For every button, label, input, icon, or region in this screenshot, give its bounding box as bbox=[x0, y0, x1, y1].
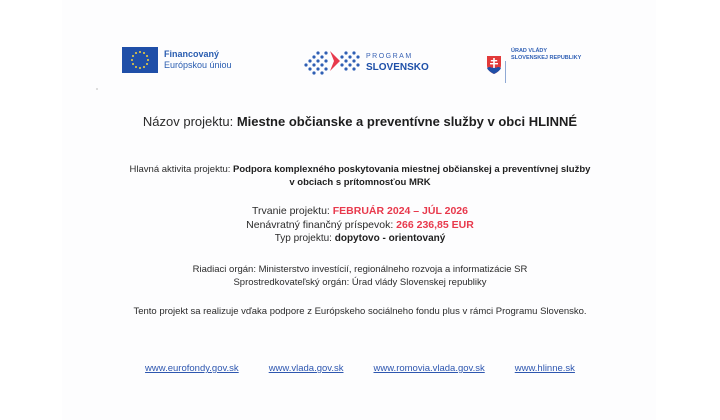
intermediate-body: Sprostredkovateľský orgán: Úrad vlády Slovenskej republiky bbox=[233, 277, 487, 288]
main-activity-label: Hlavná aktivita projektu: bbox=[129, 164, 231, 175]
link-vlada[interactable]: www.vlada.gov.sk bbox=[268, 363, 344, 374]
main-activity-continued bbox=[0, 177, 720, 188]
eu-logo bbox=[122, 47, 232, 73]
eu-logo-line1: Financovaný bbox=[164, 49, 220, 59]
urad-logo-line1: ÚRAD VLÁDY bbox=[511, 48, 548, 54]
project-name-label: Názov projektu: bbox=[142, 114, 234, 129]
eu-flag-icon bbox=[122, 47, 158, 73]
link-romovia[interactable]: www.romovia.vlada.gov.sk bbox=[373, 363, 485, 374]
grant-amount bbox=[0, 219, 720, 231]
urad-logo-line2: SLOVENSKEJ REPUBLIKY bbox=[511, 55, 582, 61]
project-name-value: Miestne občianske a preventívne služby v obci HLINNÉ bbox=[236, 114, 578, 129]
project-name bbox=[0, 114, 720, 129]
main-activity-value: Podpora komplexného poskytovania miestnej občianskej a preventívnej služby bbox=[233, 164, 591, 175]
program-logo-line2: SLOVENSKO bbox=[366, 62, 429, 73]
urad-vlady-logo bbox=[487, 47, 581, 83]
grant-value: 266 236,85 EUR bbox=[396, 219, 474, 231]
slovak-coat-of-arms-icon bbox=[487, 56, 501, 74]
main-activity bbox=[0, 164, 720, 175]
duration-value: FEBRUÁR 2024 – JÚL 2026 bbox=[332, 205, 468, 217]
duration-label: Trvanie projektu: bbox=[252, 205, 330, 217]
program-slovensko-mosaic-icon bbox=[302, 47, 362, 77]
links-row bbox=[0, 363, 720, 374]
main-activity-value-line2: v obciach s prítomnosťou MRK bbox=[289, 177, 431, 188]
project-duration bbox=[0, 205, 720, 217]
type-label: Typ projektu: bbox=[274, 233, 332, 244]
eu-logo-line2: Európskou úniou bbox=[164, 60, 232, 70]
program-slovensko-logo bbox=[302, 47, 429, 77]
logo-header bbox=[0, 0, 720, 100]
project-type bbox=[0, 233, 720, 244]
link-eurofondy[interactable]: www.eurofondy.gov.sk bbox=[145, 363, 239, 374]
managing-authority: Riadiaci orgán: Ministerstvo investícií, regionálneho rozvoja a informatizácie SR bbox=[192, 264, 528, 275]
type-value: dopytovo - orientovaný bbox=[334, 233, 446, 244]
grant-label: Nenávratný finančný príspevok: bbox=[246, 219, 394, 231]
program-logo-line1: PROGRAM bbox=[366, 53, 413, 60]
divider bbox=[505, 61, 506, 83]
link-hlinne[interactable]: www.hlinne.sk bbox=[514, 363, 575, 374]
funding-note: Tento projekt sa realizuje vďaka podpore z Európskeho sociálneho fondu plus v rámci Programu Slovensko. bbox=[133, 306, 587, 317]
